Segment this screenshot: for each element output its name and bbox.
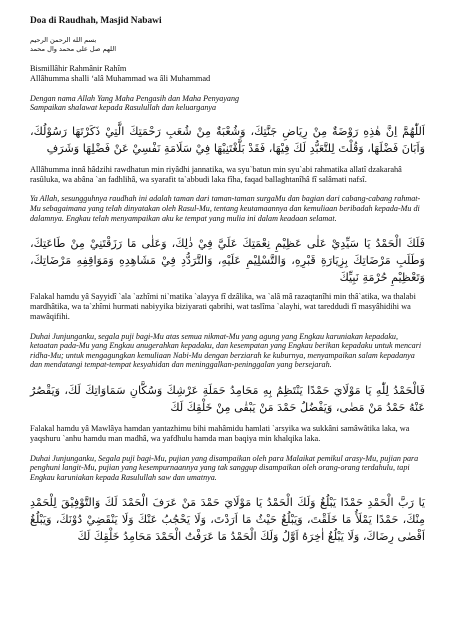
section3-arabic: فَالْحَمْدُ لِلّٰهِ يَا مَوْلَايَ حَمْدًا يَنْتَظِمُ بِهِ مَحَامِدُ حَمَلَةِ عَرْشِكَ وَسُكَّانِ سَمَاوَاتِكَ لَكَ، وَيَقْصُرُ عَنْهُ حَمْدُ مَنْ مَضٰى، وَيَفْضُلُ حَمْدَ مَنْ يَبْقٰى مِنْ خَلْقِكَ لَكَ bbox=[30, 383, 425, 414]
opening-latin-line-2: Allâhumma shalli ‘alâ Muhammad wa âli Muhammad bbox=[30, 73, 211, 83]
section3-translation: Duhai Junjunganku, Segala puji bagi-Mu, pujian yang disampaikan oleh para Malaikat pemikul arasy-Mu, pujian para penghuni langit-Mu, pujian yang kesempurnaannya yang tak sanggup disampaikan oleh orang-orang terdahulu, tapi Engkau karuniakan kepada Rasulullah saw dan umatnya. bbox=[30, 453, 419, 482]
section4-arabic: يَا رَبَّ الْحَمْدِ حَمْدًا يَبْلُغُ وَلَكَ الْحَمْدُ يَا مَوْلَايَ حَمْدَ مَنْ عَرَفَ الْحَمْدَ لَكَ وَالتَّوْفِيْقَ لِلْحَمْدِ مِنْكَ، حَمْدًا يَمْلَأُ مَا خَلَقْتَ، وَيَبْلُغُ حَيْثُ مَا اَرَدْتَ، وَلَا يَحْجُبُ عَنْكَ وَلَا يَنْقَضِيْ دُوْنَكَ، وَيَبْلُغُ اَقْصٰى رِضَاكَ، وَلَا يَبْلُغُ اٰخِرَهُ اَوَّلُ وَلَكَ الْحَمْدُ مَا عَرَفْتُ الْحَمْدَ مَحَامِدُ خَلْقِكَ لَكَ bbox=[30, 496, 425, 544]
opening-arabic-line-2: اللهم صل على محمد وال محمد bbox=[30, 45, 117, 53]
section3-latin: Falakal hamdu yâ Mawlâya hamdan yantazhimu bihi mahâmidu hamlati `arsyika wa sukkâni samâwâtika laka, wa yaqshuru `anhu hamdu man madhâ, wa yafdhulu hamda man baqiya min khalqika laka. bbox=[30, 423, 410, 443]
section1-latin: Allâhumma innâ hâdzihi rawdhatun min riyâdhi jannatika, wa syu`batun min syu`abi rahmatika allatî dzakarahâ rasûluka, wa abâna `an fadhlihâ, wa syarafit ta`abbudi laka fîha, faqad ballaghtanîhâ fî salâmati nafsî. bbox=[30, 164, 402, 184]
section1-translation: Ya Allah, sesungguhnya raudhah ini adalah taman dari taman-taman surgaMu dan bagian dari cabang-cabang rahmat-Mu sebagaimana yang telah dinyatakan oleh Rasul-Mu, tentang keutamaannya dan kemuliaan beribadah kepada-Mu di dalamnya. Engkau telah menyampaikan aku ke tempat yang mulia ini dalam keadaan selamat. bbox=[30, 194, 421, 223]
opening-translation-line-1: Dengan nama Allah Yang Maha Pengasih dan Maha Penyayang bbox=[30, 93, 240, 103]
opening-translation-line-2: Sampaikan shalawat kepada Rasulullah dan keluarganya bbox=[30, 103, 217, 113]
opening-arabic-line-1: بسم الله الرحمن الرحيم bbox=[30, 36, 97, 44]
section1-arabic: اَللّٰهُمَّ اِنَّ هٰذِهِ رَوْضَةٌ مِنْ رِيَاضِ جَنَّتِكَ، وَشُعْبَةٌ مِنْ شُعَبِ رَحْمَتِكَ الَّتِيْ ذَكَرْتَهَا رَسُوْلُكَ، وَاَبَانَ فَضْلَهَا، وَقُلْتَ لِلتَّعَبُّدِ لَكَ فِيْهَا، فَقَدْ بَلَّغْتَنِيْهَا فِيْ سَلَامَةِ نَفْسِيْ عَنْ فَضْلِهَا وَشَرَفِ bbox=[30, 124, 425, 155]
section2-arabic: فَلَكَ الْحَمْدُ يَا سَيِّدِيْ عَلٰى عَظِيْمِ نِعْمَتِكَ عَلَيَّ فِيْ ذٰلِكَ، وَعَلٰى مَا رَزَقْتَنِيْ مِنْ طَاعَتِكَ، وَطَلَبِ مَرْضَاتِكَ بِزِيَارَةِ قَبْرِهِ، وَالتَّسْلِيْمِ عَلَيْهِ، وَالتَّرَدُّدِ فِيْ مَشَاهِدِهِ وَمَوَاقِفِهِ مَرْضَاتِكَ، وَتَعْظِيْمِ حُرْمَةِ نَبِيِّكَ bbox=[30, 237, 425, 285]
opening-latin-line-1: Bismillâhir Rahmânir Rahîm bbox=[30, 64, 127, 73]
section2-latin: Falakal hamdu yâ Sayyidî `ala `azhîmi ni`matika `alayya fî dzâlika, wa `alâ mâ razaqtanîhi min thâ`atika, wa thalabi mardhâtika, wa ta`zhîmi hurmati nabiyyika biziyarati qabrihi, wat taslîma `alayhi, wat tareddudi fî masyâhidihi wa mawâqifihi. bbox=[30, 292, 416, 321]
section2-translation: Duhai Junjunganku, segala puji bagi-Mu atas semua nikmat-Mu yang agung yang Engkau karuniakan kepadaku, ketaatan pada-Mu yang Engkau anugerahkan kepadaku, dan kesempatan yang Engkau berikan kepadaku untuk mencari ridha-Mu; untuk mengagungkan kemuliaan Nabi-Mu dengan berziarah ke kuburnya, menyampaikan salam kepadanya dan mendatangi tempat-tempat kesyahidan dan meninggalkan-peninggalan yang bersejarah. bbox=[30, 331, 422, 370]
page-title: Doa di Raudhah, Masjid Nabawi bbox=[30, 16, 162, 26]
